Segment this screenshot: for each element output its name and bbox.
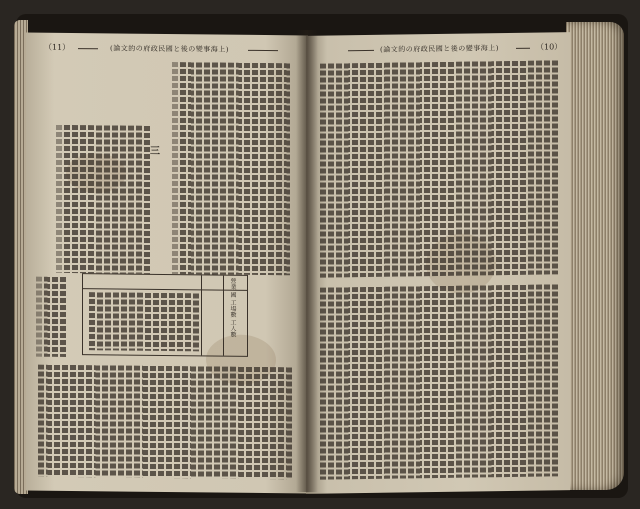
header-rule: [516, 48, 530, 49]
right-page: [306, 32, 570, 494]
table-side-note: [36, 277, 66, 357]
header-rule: [78, 48, 98, 49]
left-upper-text-left: [56, 125, 150, 274]
left-lower-text: [38, 365, 292, 480]
left-page: [26, 33, 308, 494]
table-col-rule: [223, 276, 224, 356]
section-number: 三: [150, 145, 160, 157]
table-body-cells: [89, 292, 199, 351]
left-running-header: (論文的の府政民國と後の變事海上): [110, 44, 229, 54]
book-gutter: [296, 30, 318, 492]
table-col-rule: [201, 275, 202, 355]
table-header-cell: 營業 國 工場數 工人數: [229, 277, 236, 338]
left-page-number: （11）: [44, 42, 71, 52]
right-lower-text: [320, 284, 558, 479]
header-rule: [248, 50, 278, 51]
right-page-stack: [566, 22, 624, 490]
statistics-table: [82, 273, 248, 357]
right-upper-text: [320, 60, 558, 277]
header-rule: [348, 50, 374, 51]
right-running-header: (論文的の府政民國と後の變事海上): [380, 44, 499, 54]
right-page-number: （10）: [536, 42, 563, 52]
left-upper-text-right: [172, 62, 290, 275]
